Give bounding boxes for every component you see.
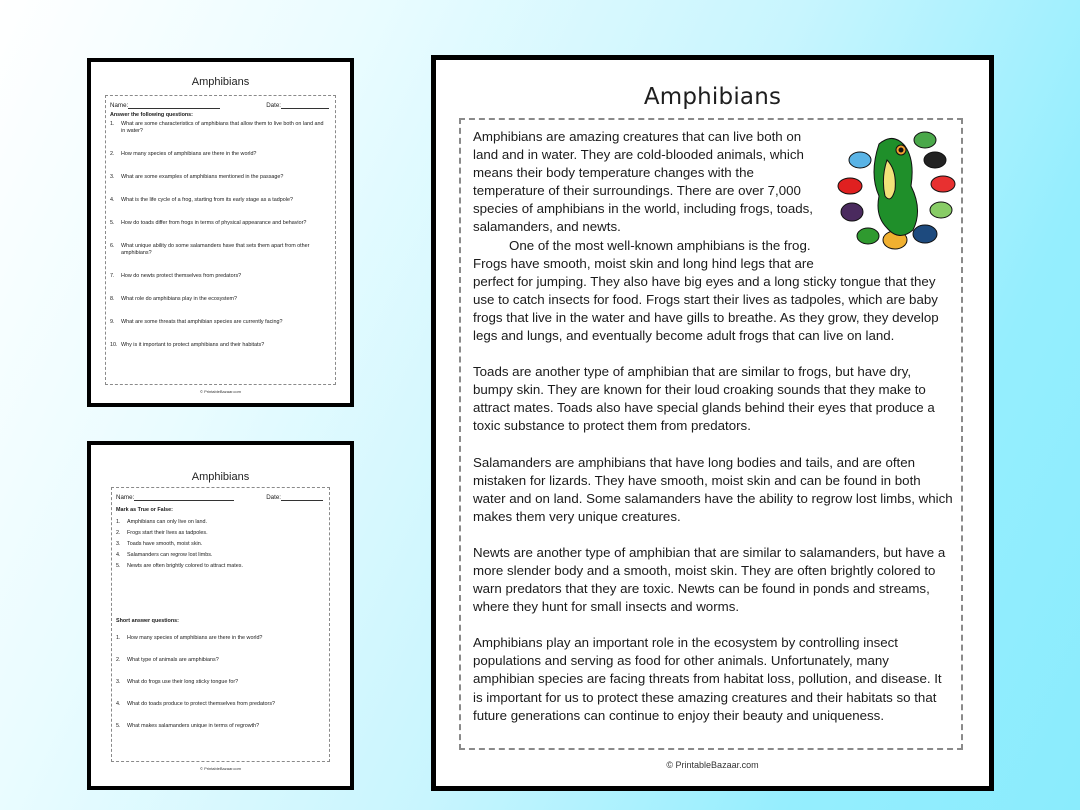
worksheet-questions-preview: [87, 58, 354, 407]
list-item: [112, 530, 329, 537]
frogs-illustration-icon: [835, 130, 961, 254]
worksheet-content-box: [105, 95, 336, 385]
item-text: Newts are often brightly colored to attract mates.: [127, 563, 243, 569]
list-item: [112, 552, 329, 559]
item-text: Salamanders can regrow lost limbs.: [127, 552, 213, 558]
item-text: What do frogs use their long sticky tongue for?: [127, 679, 239, 685]
item-number: 3.: [116, 541, 121, 547]
list-item: [106, 342, 335, 349]
name-label: Name:: [116, 494, 135, 501]
passage-title: Amphibians: [643, 84, 782, 110]
list-item: [106, 319, 335, 326]
footer-copyright: © PrintableBazaar.com: [200, 389, 241, 394]
item-number: 5.: [110, 220, 115, 226]
item-text: Amphibians can only live on land.: [127, 519, 208, 525]
item-text: How do newts protect themselves from predators?: [121, 273, 242, 279]
item-text: How many species of amphibians are there in the world?: [121, 151, 257, 157]
item-text: Toads have smooth, moist skin.: [127, 541, 203, 547]
worksheet-title: Amphibians: [191, 76, 250, 88]
item-number: 5.: [116, 563, 121, 569]
list-item: [106, 220, 335, 227]
item-number: 1.: [116, 519, 121, 525]
passage-paragraph-intro: Amphibians are amazing creatures that can live both on land and in water. They are cold-blooded animals, which means their body temperature changes with the temperature of their surroundings. There are over 7,000 species of amphibians in the world, including frogs, toads, salamanders, and newts.: [473, 129, 813, 235]
item-text: What do toads produce to protect themselves from predators?: [127, 701, 276, 707]
reading-passage-page: [431, 55, 994, 791]
date-label: Date:: [266, 494, 281, 501]
passage-paragraph-salamanders: Salamanders are amphibians that have long bodies and tails, and are often mistaken for lizards. They have smooth, moist skin and can be found in both water and on land. Some salamanders have the ability to regrow lost limbs, which makes them very unique creatures.: [473, 454, 953, 524]
passage-paragraph-frogs: One of the most well-known amphibians is the frog. Frogs have smooth, moist skin and long hind legs that are perfect for jumping. They also have big eyes and a long sticky tongue that they use to catch insects for food. Frogs start their lives as tadpoles, which are baby frogs that live in the water and have gills to breathe. As they grow, they develop legs and lungs, and eventually become adult frogs that can live on land.: [473, 237, 939, 344]
item-text: What role do amphibians play in the ecosystem?: [121, 296, 237, 302]
tf-heading: Mark as True or False:: [116, 507, 173, 513]
passage-paragraph-ecosystem: Amphibians play an important role in the ecosystem by controlling insect populations and serving as food for other animals. Unfortunately, many amphibian species are facing threats from habitat loss, pollution, and disease. It is important for us to protect these amazing creatures and their habitats so that future generations can continue to enjoy their beauty and uniqueness.: [473, 635, 942, 723]
item-number: 3.: [116, 679, 121, 685]
list-item: [106, 121, 335, 135]
date-label: Date:: [266, 102, 281, 109]
item-number: 2.: [116, 530, 121, 536]
item-number: 6.: [110, 243, 115, 249]
item-number: 1.: [116, 635, 121, 641]
name-date-row: [112, 488, 329, 501]
item-number: 4.: [110, 197, 115, 203]
item-number: 8.: [110, 296, 115, 302]
list-item: [106, 273, 335, 280]
section-heading: Answer the following questions:: [110, 112, 193, 118]
list-item: [112, 701, 329, 708]
list-item: [106, 174, 335, 181]
item-text: What are some examples of amphibians mentioned in the passage?: [121, 174, 284, 180]
list-item: [106, 151, 335, 158]
passage-body: [473, 128, 953, 743]
item-text: How do toads differ from frogs in terms of physical appearance and behavior?: [121, 220, 307, 226]
list-item: [106, 197, 335, 204]
list-item: [112, 519, 329, 526]
item-text: What are some characteristics of amphibians that allow them to live both on land and in water?: [121, 121, 324, 134]
name-date-row: [106, 96, 335, 109]
item-text: Why is it important to protect amphibians and their habitats?: [121, 342, 265, 348]
item-number: 1.: [110, 121, 115, 127]
item-number: 4.: [116, 552, 121, 558]
short-answer-heading: Short answer questions:: [116, 618, 179, 624]
list-item: [112, 635, 329, 642]
list-item: [112, 541, 329, 548]
item-text: What is the life cycle of a frog, starting from its early stage as a tadpole?: [121, 197, 293, 203]
list-item: [112, 723, 329, 730]
footer-copyright: © PrintableBazaar.com: [200, 766, 241, 771]
item-number: 7.: [110, 273, 115, 279]
name-label: Name:: [110, 102, 129, 109]
item-number: 3.: [110, 174, 115, 180]
list-item: [112, 563, 329, 570]
item-number: 2.: [116, 657, 121, 663]
true-false-list: [112, 513, 329, 570]
item-text: How many species of amphibians are there in the world?: [127, 635, 263, 641]
item-number: 4.: [116, 701, 121, 707]
item-text: What are some threats that amphibian species are currently facing?: [121, 319, 283, 325]
passage-content-box: [459, 118, 963, 750]
list-item: [106, 296, 335, 303]
item-number: 2.: [110, 151, 115, 157]
worksheet-truefalse-preview: [87, 441, 354, 790]
list-item: [112, 679, 329, 686]
question-list: [106, 121, 335, 349]
item-text: What makes salamanders unique in terms of regrowth?: [127, 723, 260, 729]
short-answer-list: [112, 624, 329, 730]
item-number: 5.: [116, 723, 121, 729]
passage-paragraph-toads: Toads are another type of amphibian that are similar to frogs, but have dry, bumpy skin. They are known for their loud croaking sounds that they make to attract mates. Toads also have special glands behind their eyes that produce a toxic substance to protect them from predators.: [473, 364, 935, 434]
worksheet-title: Amphibians: [191, 471, 250, 483]
worksheet-content-box: [111, 487, 330, 762]
item-number: 9.: [110, 319, 115, 325]
footer-copyright: © PrintableBazaar.com: [666, 760, 759, 770]
passage-paragraph-newts: Newts are another type of amphibian that are similar to salamanders, but have a more slender body and a smooth, moist skin. They are often brightly colored to warn predators that they are toxic. Newts can be found in ponds and streams, where they hunt for small insects and worms.: [473, 544, 946, 615]
item-text: Frogs start their lives as tadpoles.: [127, 530, 208, 536]
item-text: What unique ability do some salamanders have that sets them apart from other amphibians?: [121, 243, 310, 256]
item-text: What type of animals are amphibians?: [127, 657, 219, 663]
list-item: [106, 243, 335, 257]
item-number: 10.: [110, 342, 118, 348]
list-item: [112, 657, 329, 664]
